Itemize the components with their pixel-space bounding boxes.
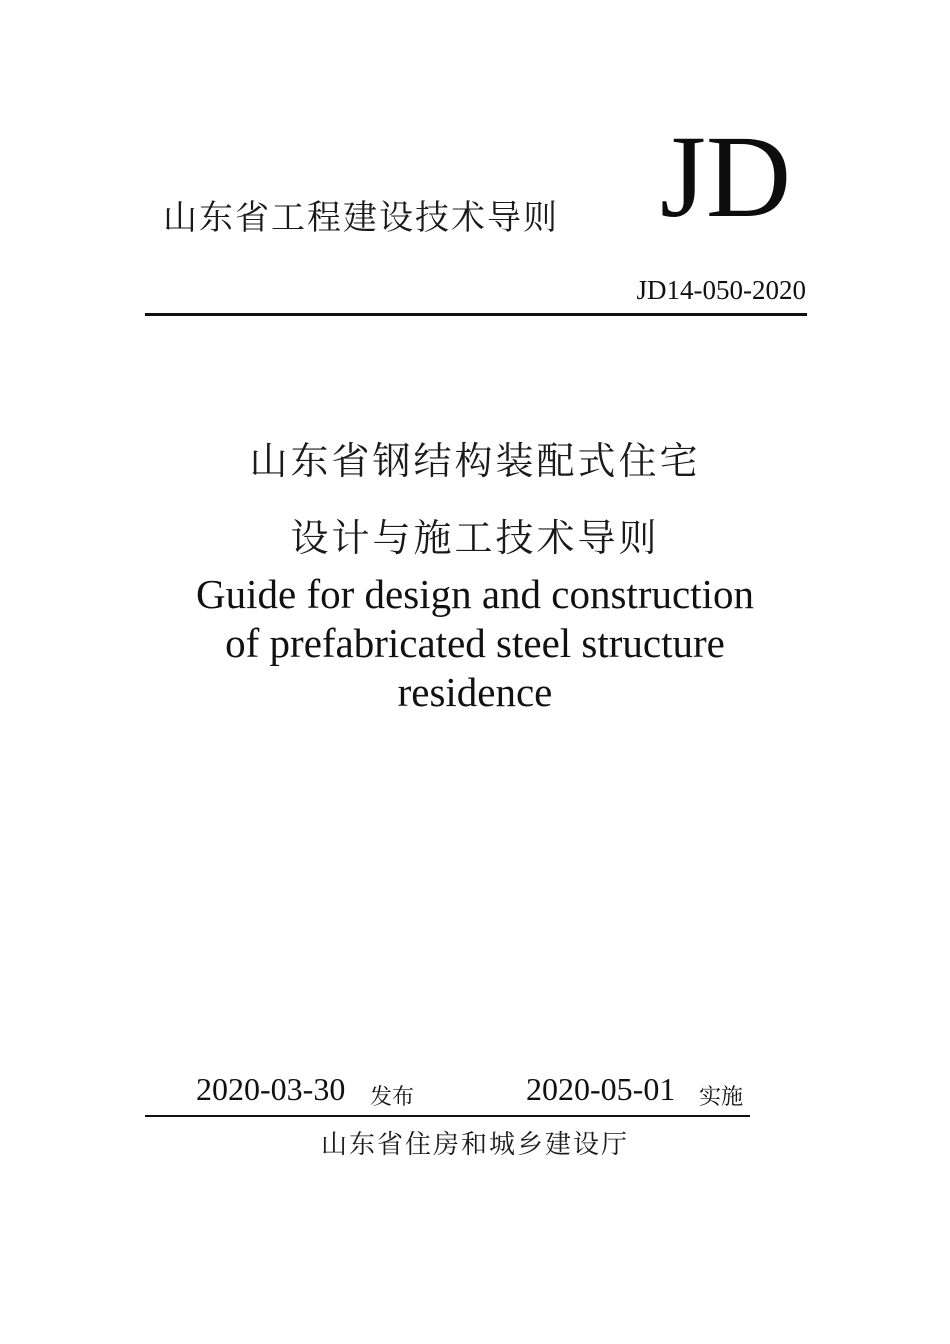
publish-date: 2020-03-30 [196,1071,346,1107]
effective-date: 2020-05-01 [526,1071,676,1107]
effective-label: 实施 [699,1085,744,1110]
title-en-line-1: Guide for design and construction [196,571,754,617]
title-cn-line-1: 山东省钢结构装配式住宅 [249,439,701,483]
jd-mark: JD [660,111,792,242]
title-en-line-2: of prefabricated steel structure [225,620,725,666]
title-en-line-3: residence [397,669,553,715]
series-title: 山东省工程建设技术导则 [163,198,559,238]
issuer: 山东省住房和城乡建设厅 [320,1130,629,1160]
publish-label: 发布 [370,1085,415,1110]
top-divider [145,313,807,316]
bottom-divider [145,1115,750,1117]
title-en [0,570,950,717]
title-cn-line-2: 设计与施工技术导则 [290,516,660,560]
standard-number: JD14-050-2020 [636,275,806,305]
